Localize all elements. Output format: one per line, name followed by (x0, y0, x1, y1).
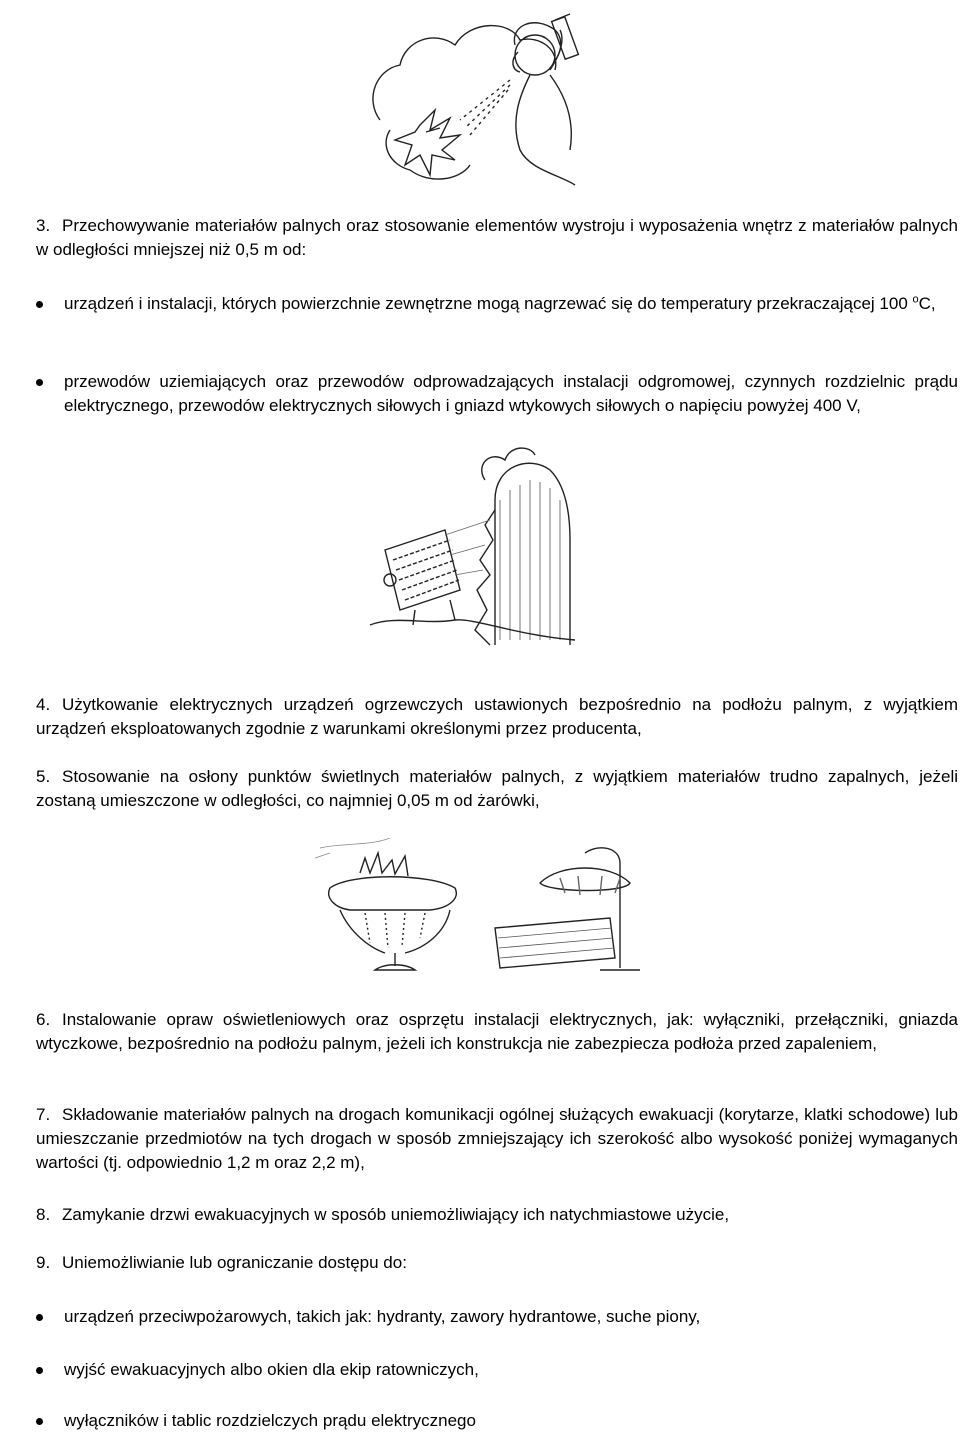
item-9-text: Uniemożliwianie lub ograniczanie dostępu do: (62, 1253, 407, 1272)
item-3-bullet-1-text: urządzeń i instalacji, których powierzchnie zewnętrzne mogą nagrzewać się do temperatury przekraczającej 100 $^o$C, (64, 293, 936, 313)
item-9-bullet-2 (36, 1358, 958, 1382)
item-3-bullet-1 (36, 292, 958, 316)
item-9-bullet-1 (36, 1305, 958, 1329)
item-6-paragraph (36, 1008, 958, 1056)
bullet-icon (36, 1314, 43, 1321)
bullet-icon (36, 1418, 43, 1425)
spray-fire-illustration (360, 0, 610, 190)
bullet-icon (36, 1367, 43, 1374)
heater-curtain-illustration (365, 440, 585, 650)
bullet-icon (36, 301, 43, 308)
item-8-text: Zamykanie drzwi ewakuacyjnych w sposób uniemożliwiający ich natychmiastowe użycie, (62, 1205, 730, 1224)
item-5-text: Stosowanie na osłony punktów świetlnych materiałów palnych, z wyjątkiem materiałów trudno zapalnych, jeżeli zostaną umieszczone w odległości, co najmniej 0,05 m od żarówki, (36, 767, 958, 810)
item-3-bullet-2-text: przewodów uziemiających oraz przewodów odprowadzających instalacji odgromowej, czynnych rozdzielnic prądu elektrycznego, przewodów elektrycznych siłowych i gniazd wtykowych siłowych o napięciu powyżej 400 V, (64, 372, 958, 415)
item-8-paragraph (36, 1203, 958, 1227)
item-3-number: 3. (36, 216, 51, 235)
item-7-paragraph (36, 1103, 958, 1175)
item-7-text: Składowanie materiałów palnych na drogach komunikacji ogólnej służących ewakuacji (korytarze, klatki schodowe) lub umieszczanie przedmiotów na tych drogach w sposób zmniejszający ich szerokość albo wysokość poniżej wymaganych wartości (tj. odpowiednio 1,2 m oraz 2,2 m), (36, 1105, 958, 1172)
item-9-paragraph (36, 1251, 958, 1275)
item-8-number: 8. (36, 1205, 51, 1224)
item-9-bullet-1-text: urządzeń przeciwpożarowych, takich jak: hydranty, zawory hydrantowe, suche piony, (64, 1307, 701, 1326)
item-5-paragraph (36, 765, 958, 813)
item-5-number: 5. (36, 767, 51, 786)
item-4-text: Użytkowanie elektrycznych urządzeń ogrzewczych ustawionych bezpośrednio na podłożu palnym, z wyjątkiem urządzeń eksploatowanych zgodnie z warunkami określonymi przez producenta, (36, 695, 958, 738)
item-4-number: 4. (36, 695, 51, 714)
item-9-bullet-3 (36, 1409, 958, 1433)
item-7-number: 7. (36, 1105, 51, 1124)
item-4-paragraph (36, 693, 958, 741)
bullet-icon (36, 379, 43, 386)
item-3-paragraph (36, 214, 958, 262)
item-9-number: 9. (36, 1253, 51, 1272)
lamps-illustration (310, 838, 655, 978)
item-6-number: 6. (36, 1010, 51, 1029)
item-9-bullet-3-text: wyłączników i tablic rozdzielczych prądu elektrycznego (64, 1411, 476, 1430)
item-3-text: Przechowywanie materiałów palnych oraz stosowanie elementów wystroju i wyposażenia wnętrz z materiałów palnych w odległości mniejszej niż 0,5 m od: (36, 216, 958, 259)
item-3-bullet-2 (36, 370, 958, 418)
item-9-bullet-2-text: wyjść ewakuacyjnych albo okien dla ekip ratowniczych, (64, 1360, 479, 1379)
item-6-text: Instalowanie opraw oświetleniowych oraz osprzętu instalacji elektrycznych, jak: wyłączniki, przełączniki, gniazda wtyczkowe, bezpośrednio na podłożu palnym, jeżeli ich konstrukcja nie zabezpiecza podłoża przed zapaleniem, (36, 1010, 958, 1053)
